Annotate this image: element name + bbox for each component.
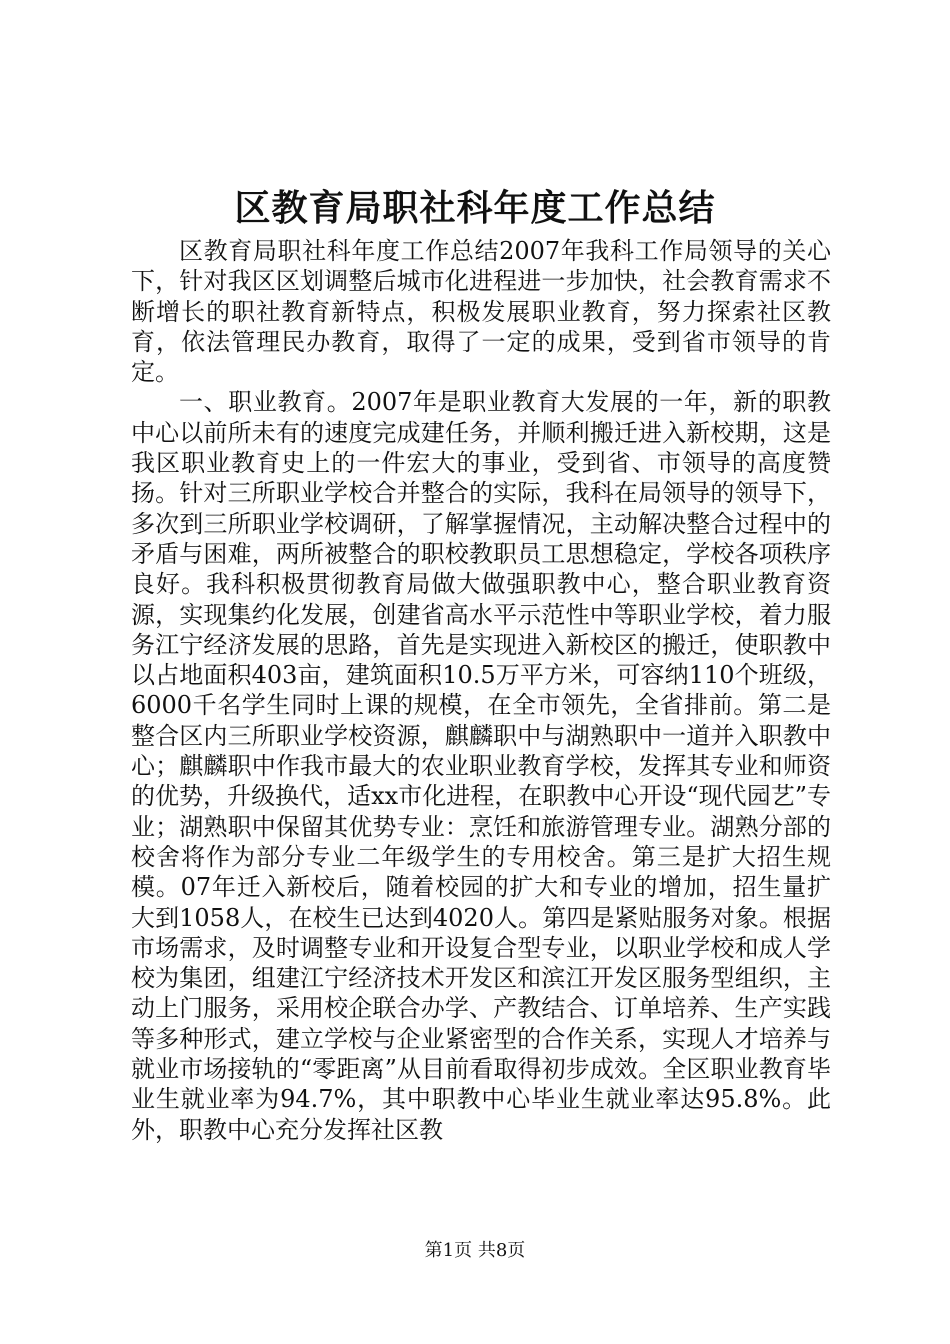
document-title: 区教育局职社科年度工作总结: [234, 187, 716, 229]
paragraph-vocational-education: 一、职业教育。2007年是职业教育大发展的一年，新的职教中心以前所未有的速度完成建任务，并顺利搬迁进入新校期，这是我区职业教育史上的一件宏大的事业，受到省、市领导的高度赞扬。针对三所职业学校合并整合的实际，我科在局领导的领导下，多次到三所职业学校调研，了解掌握情况，主动解决整合过程中的矛盾与困难，两所被整合的职校教职员工思想稳定，学校各项秩序良好。我科积极贯彻教育局做大做强职教中心，整合职业教育资源，实现集约化发展，创建省高水平示范性中等职业学校，着力服务江宁经济发展的思路，首先是实现进入新校区的搬迁，使职教中以占地面积403亩，建筑面积10.5万平方米，可容纳110个班级，6000千名学生同时上课的规模，在全市领先，全省排前。第二是整合区内三所职业学校资源，麒麟职中与湖熟职中一道并入职教中心；麒麟职中作我市最大的农业职业教育学校，发挥其专业和师资的优势，升级换代，适xx市化进程，在职教中心开设“现代园艺”专业；湖熟职中保留其优势专业：烹饪和旅游管理专业。湖熟分部的校舍将作为部分专业二年级学生的专用校舍。第三是扩大招生规模。07年迁入新校后，随着校园的扩大和专业的增加，招生量扩大到1058人，在校生已达到4020人。第四是紧贴服务对象。根据市场需求，及时调整专业和开设复合型专业，以职业学校和成人学校为集团，组建江宁经济技术开发区和滨江开发区服务型组织，主动上门服务，采用校企联合办学、产教结合、订单培养、生产实践等多种形式，建立学校与企业紧密型的合作关系，实现人才培养与就业市场接轨的“零距离”从目前看取得初步成效。全区职业教育毕业生就业率为94.7%，其中职教中心毕业生就业率达95.8%。此外，职教中心充分发挥社区教: [131, 388, 831, 1144]
paragraph-intro: 区教育局职社科年度工作总结2007年我科工作局领导的关心下，针对我区区划调整后城市化进程进一步加快，社会教育需求不断增长的职社教育新特点，积极发展职业教育，努力探索社区教育，依法管理民办教育，取得了一定的成果，受到省市领导的肯定。: [131, 237, 831, 387]
page-number-footer: 第1页 共8页: [424, 1240, 526, 1261]
document-body: [131, 236, 831, 1145]
